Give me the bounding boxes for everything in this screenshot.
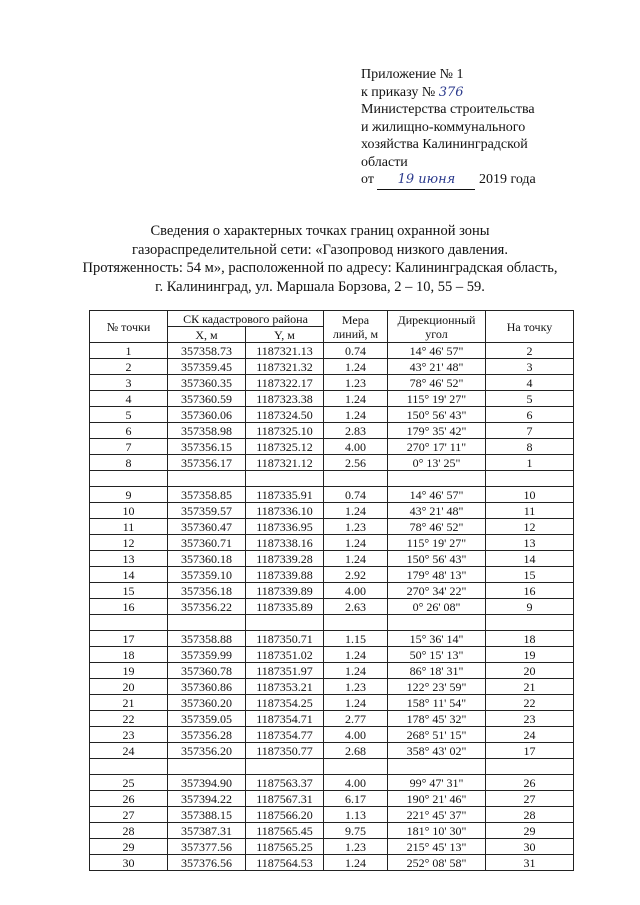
ministry-line-3: хозяйства Калининградской bbox=[361, 137, 528, 152]
cell-to-point: 29 bbox=[486, 823, 574, 839]
table-row bbox=[90, 487, 574, 503]
cell-point-no: 2 bbox=[90, 359, 168, 375]
cell-y: 1187339.28 bbox=[246, 551, 324, 567]
table-row bbox=[90, 839, 574, 855]
order-number: 376 bbox=[438, 84, 464, 100]
cell-x: 357359.05 bbox=[168, 711, 246, 727]
cell-direction: 215° 45' 13" bbox=[388, 839, 486, 855]
header-point-no: № точки bbox=[90, 311, 168, 343]
empty-cell bbox=[90, 759, 168, 775]
cell-point-no: 9 bbox=[90, 487, 168, 503]
cell-direction: 179° 35' 42" bbox=[388, 423, 486, 439]
cell-y: 1187323.38 bbox=[246, 391, 324, 407]
order-line bbox=[361, 84, 601, 102]
cell-point-no: 23 bbox=[90, 727, 168, 743]
cell-point-no: 11 bbox=[90, 519, 168, 535]
cell-to-point: 17 bbox=[486, 743, 574, 759]
cell-measure: 4.00 bbox=[324, 439, 388, 455]
cell-x: 357360.06 bbox=[168, 407, 246, 423]
cell-x: 357356.18 bbox=[168, 583, 246, 599]
cell-point-no: 25 bbox=[90, 775, 168, 791]
cell-measure: 2.63 bbox=[324, 599, 388, 615]
cell-point-no: 21 bbox=[90, 695, 168, 711]
cell-point-no: 7 bbox=[90, 439, 168, 455]
cell-y: 1187351.02 bbox=[246, 647, 324, 663]
cell-to-point: 6 bbox=[486, 407, 574, 423]
cell-x: 357358.98 bbox=[168, 423, 246, 439]
cell-x: 357359.45 bbox=[168, 359, 246, 375]
table-row bbox=[90, 743, 574, 759]
cell-direction: 0° 13' 25" bbox=[388, 455, 486, 471]
cell-measure: 1.24 bbox=[324, 551, 388, 567]
cell-x: 357360.59 bbox=[168, 391, 246, 407]
cell-x: 357360.78 bbox=[168, 663, 246, 679]
title-line-2: газораспределительной сети: «Газопровод низкого давления. bbox=[132, 241, 508, 258]
cell-to-point: 13 bbox=[486, 535, 574, 551]
cell-to-point: 16 bbox=[486, 583, 574, 599]
cell-measure: 1.24 bbox=[324, 503, 388, 519]
points-table-wrapper bbox=[89, 310, 574, 871]
empty-cell bbox=[324, 759, 388, 775]
table-row bbox=[90, 375, 574, 391]
cell-y: 1187567.31 bbox=[246, 791, 324, 807]
cell-x: 357358.85 bbox=[168, 487, 246, 503]
cell-to-point: 12 bbox=[486, 519, 574, 535]
cell-x: 357360.86 bbox=[168, 679, 246, 695]
cell-to-point: 15 bbox=[486, 567, 574, 583]
header-to-point: На точку bbox=[486, 311, 574, 343]
ministry-line-1: Министерства строительства bbox=[361, 102, 535, 117]
cell-y: 1187565.25 bbox=[246, 839, 324, 855]
empty-cell bbox=[90, 615, 168, 631]
empty-cell bbox=[168, 615, 246, 631]
cell-to-point: 27 bbox=[486, 791, 574, 807]
cell-point-no: 3 bbox=[90, 375, 168, 391]
empty-cell bbox=[388, 759, 486, 775]
table-row bbox=[90, 599, 574, 615]
empty-cell bbox=[246, 759, 324, 775]
cell-x: 357358.88 bbox=[168, 631, 246, 647]
cell-y: 1187335.89 bbox=[246, 599, 324, 615]
cell-x: 357376.56 bbox=[168, 855, 246, 871]
cell-x: 357360.35 bbox=[168, 375, 246, 391]
cell-y: 1187321.12 bbox=[246, 455, 324, 471]
cell-y: 1187354.71 bbox=[246, 711, 324, 727]
cell-measure: 4.00 bbox=[324, 775, 388, 791]
points-table bbox=[89, 310, 574, 871]
cell-direction: 122° 23' 59" bbox=[388, 679, 486, 695]
cell-direction: 43° 21' 48" bbox=[388, 359, 486, 375]
cell-x: 357377.56 bbox=[168, 839, 246, 855]
cell-measure: 2.77 bbox=[324, 711, 388, 727]
cell-y: 1187563.37 bbox=[246, 775, 324, 791]
cell-y: 1187354.25 bbox=[246, 695, 324, 711]
cell-to-point: 5 bbox=[486, 391, 574, 407]
cell-direction: 78° 46' 52" bbox=[388, 375, 486, 391]
cell-x: 357394.90 bbox=[168, 775, 246, 791]
cell-x: 357387.31 bbox=[168, 823, 246, 839]
cell-measure: 6.17 bbox=[324, 791, 388, 807]
cell-point-no: 16 bbox=[90, 599, 168, 615]
table-row bbox=[90, 647, 574, 663]
cell-measure: 1.24 bbox=[324, 359, 388, 375]
cell-y: 1187350.71 bbox=[246, 631, 324, 647]
cell-to-point: 4 bbox=[486, 375, 574, 391]
cell-direction: 358° 43' 02" bbox=[388, 743, 486, 759]
cell-point-no: 13 bbox=[90, 551, 168, 567]
cell-measure: 1.24 bbox=[324, 535, 388, 551]
cell-point-no: 18 bbox=[90, 647, 168, 663]
table-row bbox=[90, 583, 574, 599]
table-row bbox=[90, 439, 574, 455]
cell-point-no: 20 bbox=[90, 679, 168, 695]
cell-point-no: 29 bbox=[90, 839, 168, 855]
cell-y: 1187565.45 bbox=[246, 823, 324, 839]
table-row bbox=[90, 791, 574, 807]
cell-direction: 150° 56' 43" bbox=[388, 407, 486, 423]
cell-measure: 1.13 bbox=[324, 807, 388, 823]
cell-x: 357356.20 bbox=[168, 743, 246, 759]
table-row bbox=[90, 407, 574, 423]
date-prefix: от bbox=[361, 172, 378, 187]
cell-measure: 9.75 bbox=[324, 823, 388, 839]
cell-point-no: 26 bbox=[90, 791, 168, 807]
cell-measure: 1.23 bbox=[324, 519, 388, 535]
group-separator-row bbox=[90, 759, 574, 775]
table-row bbox=[90, 359, 574, 375]
table-row bbox=[90, 711, 574, 727]
cell-point-no: 19 bbox=[90, 663, 168, 679]
cell-x: 357359.10 bbox=[168, 567, 246, 583]
cell-y: 1187325.12 bbox=[246, 439, 324, 455]
points-table-body bbox=[90, 343, 574, 871]
cell-direction: 14° 46' 57" bbox=[388, 487, 486, 503]
cell-direction: 270° 17' 11" bbox=[388, 439, 486, 455]
cell-direction: 50° 15' 13" bbox=[388, 647, 486, 663]
cell-point-no: 6 bbox=[90, 423, 168, 439]
cell-y: 1187339.89 bbox=[246, 583, 324, 599]
empty-cell bbox=[388, 471, 486, 487]
cell-y: 1187335.91 bbox=[246, 487, 324, 503]
table-row bbox=[90, 455, 574, 471]
cell-point-no: 1 bbox=[90, 343, 168, 359]
table-row bbox=[90, 423, 574, 439]
cell-point-no: 4 bbox=[90, 391, 168, 407]
cell-point-no: 14 bbox=[90, 567, 168, 583]
title-line-4: г. Калининград, ул. Маршала Борзова, 2 – 10, 55 – 59. bbox=[155, 278, 485, 295]
empty-cell bbox=[324, 471, 388, 487]
cell-measure: 1.24 bbox=[324, 855, 388, 871]
table-row bbox=[90, 519, 574, 535]
cell-direction: 150° 56' 43" bbox=[388, 551, 486, 567]
cell-to-point: 19 bbox=[486, 647, 574, 663]
cell-y: 1187350.77 bbox=[246, 743, 324, 759]
cell-direction: 190° 21' 46" bbox=[388, 791, 486, 807]
cell-point-no: 10 bbox=[90, 503, 168, 519]
header-direction: Дирекционный угол bbox=[388, 311, 486, 343]
cell-x: 357360.18 bbox=[168, 551, 246, 567]
cell-y: 1187351.97 bbox=[246, 663, 324, 679]
cell-measure: 1.24 bbox=[324, 663, 388, 679]
header-x: X, м bbox=[168, 327, 246, 343]
cell-y: 1187325.10 bbox=[246, 423, 324, 439]
table-row bbox=[90, 727, 574, 743]
cell-x: 357356.28 bbox=[168, 727, 246, 743]
empty-cell bbox=[486, 615, 574, 631]
cell-y: 1187566.20 bbox=[246, 807, 324, 823]
cell-y: 1187564.53 bbox=[246, 855, 324, 871]
cell-point-no: 5 bbox=[90, 407, 168, 423]
table-row bbox=[90, 631, 574, 647]
cell-y: 1187353.21 bbox=[246, 679, 324, 695]
cell-direction: 86° 18' 31" bbox=[388, 663, 486, 679]
group-separator-row bbox=[90, 615, 574, 631]
empty-cell bbox=[246, 471, 324, 487]
cell-direction: 181° 10' 30" bbox=[388, 823, 486, 839]
order-date-line bbox=[361, 171, 601, 190]
empty-cell bbox=[486, 759, 574, 775]
cell-point-no: 22 bbox=[90, 711, 168, 727]
cell-direction: 268° 51' 15" bbox=[388, 727, 486, 743]
cell-x: 357359.57 bbox=[168, 503, 246, 519]
cell-to-point: 14 bbox=[486, 551, 574, 567]
cell-to-point: 18 bbox=[486, 631, 574, 647]
cell-measure: 0.74 bbox=[324, 343, 388, 359]
cell-measure: 1.24 bbox=[324, 695, 388, 711]
table-row bbox=[90, 567, 574, 583]
cell-y: 1187322.17 bbox=[246, 375, 324, 391]
cell-measure: 0.74 bbox=[324, 487, 388, 503]
cell-to-point: 26 bbox=[486, 775, 574, 791]
cell-point-no: 27 bbox=[90, 807, 168, 823]
ministry-line-2: и жилищно-коммунального bbox=[361, 119, 526, 135]
cell-measure: 1.24 bbox=[324, 391, 388, 407]
cell-y: 1187324.50 bbox=[246, 407, 324, 423]
cell-direction: 115° 19' 27" bbox=[388, 535, 486, 551]
cell-y: 1187338.16 bbox=[246, 535, 324, 551]
cell-point-no: 17 bbox=[90, 631, 168, 647]
header-sk: СК кадастрового района bbox=[168, 311, 324, 327]
table-row bbox=[90, 823, 574, 839]
cell-measure: 1.23 bbox=[324, 839, 388, 855]
cell-direction: 0° 26' 08" bbox=[388, 599, 486, 615]
cell-x: 357360.71 bbox=[168, 535, 246, 551]
cell-measure: 1.24 bbox=[324, 407, 388, 423]
cell-point-no: 30 bbox=[90, 855, 168, 871]
table-row bbox=[90, 551, 574, 567]
group-separator-row bbox=[90, 471, 574, 487]
cell-y: 1187336.10 bbox=[246, 503, 324, 519]
appendix-header bbox=[361, 66, 601, 190]
cell-y: 1187339.88 bbox=[246, 567, 324, 583]
empty-cell bbox=[324, 615, 388, 631]
cell-x: 357360.20 bbox=[168, 695, 246, 711]
cell-measure: 2.68 bbox=[324, 743, 388, 759]
cell-y: 1187336.95 bbox=[246, 519, 324, 535]
cell-direction: 99° 47' 31" bbox=[388, 775, 486, 791]
cell-x: 357394.22 bbox=[168, 791, 246, 807]
cell-to-point: 8 bbox=[486, 439, 574, 455]
ministry-line-4: области bbox=[361, 154, 408, 170]
cell-x: 357358.73 bbox=[168, 343, 246, 359]
table-row bbox=[90, 503, 574, 519]
cell-to-point: 28 bbox=[486, 807, 574, 823]
cell-to-point: 3 bbox=[486, 359, 574, 375]
cell-point-no: 24 bbox=[90, 743, 168, 759]
cell-x: 357356.15 bbox=[168, 439, 246, 455]
table-row bbox=[90, 663, 574, 679]
cell-measure: 1.15 bbox=[324, 631, 388, 647]
cell-to-point: 21 bbox=[486, 679, 574, 695]
cell-y: 1187321.13 bbox=[246, 343, 324, 359]
date-suffix: 2019 года bbox=[475, 172, 536, 187]
table-row bbox=[90, 535, 574, 551]
cell-point-no: 15 bbox=[90, 583, 168, 599]
document-title bbox=[60, 222, 580, 296]
cell-x: 357360.47 bbox=[168, 519, 246, 535]
header-y: Y, м bbox=[246, 327, 324, 343]
cell-measure: 1.23 bbox=[324, 375, 388, 391]
cell-direction: 14° 46' 57" bbox=[388, 343, 486, 359]
title-line-3: Протяженность: 54 м», расположенной по адресу: Калининградская область, bbox=[82, 260, 558, 276]
cell-point-no: 12 bbox=[90, 535, 168, 551]
table-row bbox=[90, 855, 574, 871]
cell-to-point: 24 bbox=[486, 727, 574, 743]
cell-to-point: 10 bbox=[486, 487, 574, 503]
cell-direction: 158° 11' 54" bbox=[388, 695, 486, 711]
cell-direction: 43° 21' 48" bbox=[388, 503, 486, 519]
table-row bbox=[90, 807, 574, 823]
cell-x: 357356.22 bbox=[168, 599, 246, 615]
cell-x: 357356.17 bbox=[168, 455, 246, 471]
order-prefix: к приказу № bbox=[361, 84, 439, 100]
cell-direction: 15° 36' 14" bbox=[388, 631, 486, 647]
empty-cell bbox=[90, 471, 168, 487]
cell-direction: 221° 45' 37" bbox=[388, 807, 486, 823]
empty-cell bbox=[246, 615, 324, 631]
cell-direction: 78° 46' 52" bbox=[388, 519, 486, 535]
cell-to-point: 7 bbox=[486, 423, 574, 439]
cell-to-point: 20 bbox=[486, 663, 574, 679]
cell-point-no: 28 bbox=[90, 823, 168, 839]
cell-measure: 1.24 bbox=[324, 647, 388, 663]
table-row bbox=[90, 775, 574, 791]
table-row bbox=[90, 695, 574, 711]
empty-cell bbox=[388, 615, 486, 631]
cell-x: 357359.99 bbox=[168, 647, 246, 663]
table-row bbox=[90, 391, 574, 407]
cell-to-point: 1 bbox=[486, 455, 574, 471]
cell-to-point: 22 bbox=[486, 695, 574, 711]
cell-measure: 2.92 bbox=[324, 567, 388, 583]
cell-y: 1187354.77 bbox=[246, 727, 324, 743]
header-measure: Мера линий, м bbox=[324, 311, 388, 343]
cell-measure: 1.23 bbox=[324, 679, 388, 695]
cell-y: 1187321.32 bbox=[246, 359, 324, 375]
title-line-1: Сведения о характерных точках границ охранной зоны bbox=[150, 223, 490, 239]
cell-direction: 178° 45' 32" bbox=[388, 711, 486, 727]
date-handwritten: 19 июня bbox=[377, 171, 475, 190]
cell-measure: 4.00 bbox=[324, 727, 388, 743]
cell-direction: 270° 34' 22" bbox=[388, 583, 486, 599]
cell-measure: 2.83 bbox=[324, 423, 388, 439]
cell-to-point: 2 bbox=[486, 343, 574, 359]
cell-to-point: 30 bbox=[486, 839, 574, 855]
cell-to-point: 11 bbox=[486, 503, 574, 519]
cell-to-point: 23 bbox=[486, 711, 574, 727]
cell-x: 357388.15 bbox=[168, 807, 246, 823]
cell-direction: 115° 19' 27" bbox=[388, 391, 486, 407]
empty-cell bbox=[168, 471, 246, 487]
table-row bbox=[90, 679, 574, 695]
appendix-number: Приложение № 1 bbox=[361, 67, 464, 82]
cell-to-point: 9 bbox=[486, 599, 574, 615]
table-row bbox=[90, 343, 574, 359]
cell-point-no: 8 bbox=[90, 455, 168, 471]
empty-cell bbox=[168, 759, 246, 775]
cell-direction: 179° 48' 13" bbox=[388, 567, 486, 583]
empty-cell bbox=[486, 471, 574, 487]
cell-to-point: 31 bbox=[486, 855, 574, 871]
cell-measure: 2.56 bbox=[324, 455, 388, 471]
cell-measure: 4.00 bbox=[324, 583, 388, 599]
cell-direction: 252° 08' 58" bbox=[388, 855, 486, 871]
